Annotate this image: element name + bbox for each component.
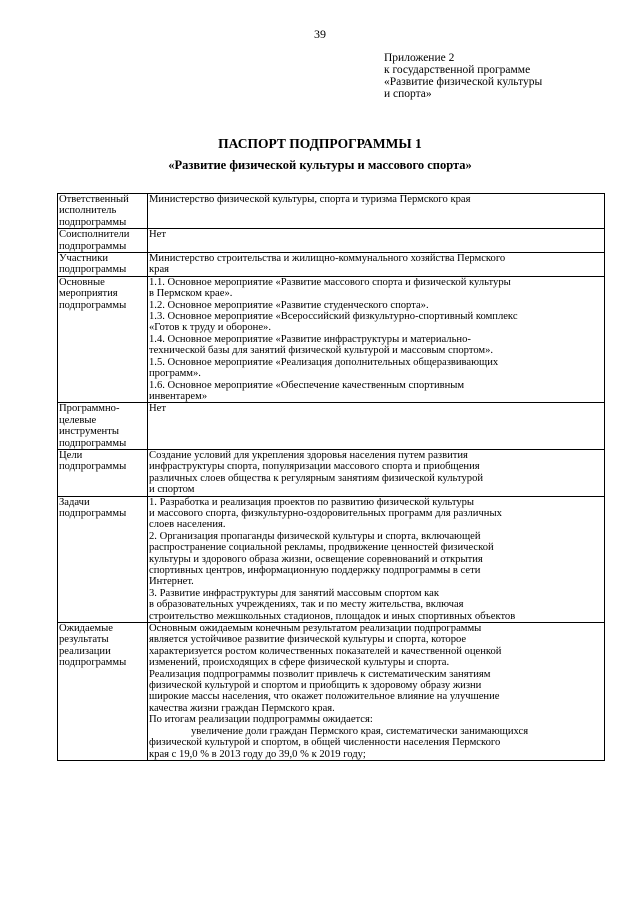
content-line: характеризуется ростом количественных показателей и качественной оценкой xyxy=(149,645,502,657)
content-line: различных слоев общества к регулярным занятиям физической культурой xyxy=(149,472,484,484)
document-title: ПАСПОРТ ПОДПРОГРАММЫ 1 xyxy=(218,136,422,151)
label-line: подпрограммы xyxy=(59,264,127,276)
content-line: 1.5. Основное мероприятие «Реализация дополнительных общеразвивающих xyxy=(149,356,499,368)
table-row xyxy=(58,276,605,402)
content-line: Основным ожидаемым конечным результатом реализации подпрограммы xyxy=(149,623,482,635)
content-line: культуры и здорового образа жизни, освещение соревнований и открытия xyxy=(149,553,483,565)
content-line: программ». xyxy=(149,368,201,380)
appendix-line: к государственной программе xyxy=(384,64,531,76)
table-row xyxy=(58,229,605,253)
content-line: «Готов к труду и обороне». xyxy=(149,322,271,334)
content-line: По итогам реализации подпрограммы ожидается: xyxy=(149,714,373,726)
content-line: слоев населения. xyxy=(149,519,226,531)
page-number: 39 xyxy=(314,27,326,41)
row-label xyxy=(58,449,148,496)
label-line: Задачи xyxy=(59,496,90,508)
content-line: 1.6. Основное мероприятие «Обеспечение качественным спортивным xyxy=(149,379,465,391)
label-line: подпрограммы xyxy=(59,299,127,311)
content-line: спортивных центров, информационную поддержку подпрограммы в сети xyxy=(149,565,481,576)
label-line: Программно- xyxy=(59,403,120,415)
appendix-line: и спорта» xyxy=(384,88,432,100)
label-line: подпрограммы xyxy=(59,240,127,252)
row-content xyxy=(148,403,605,450)
content-line: в Пермском крае». xyxy=(149,288,233,300)
content-line: Создание условий для укрепления здоровья населения путем развития xyxy=(149,449,468,461)
row-label xyxy=(58,229,148,253)
appendix-note xyxy=(384,52,542,100)
row-label xyxy=(58,194,148,229)
table-row xyxy=(58,194,605,229)
content-line: Нет xyxy=(149,229,166,241)
content-line: инвентарем» xyxy=(149,390,208,402)
label-line: подпрограммы xyxy=(59,657,127,669)
label-line: мероприятия xyxy=(59,288,118,300)
content-line: 1.1. Основное мероприятие «Развитие массового спорта и физической культуры xyxy=(149,276,511,288)
content-line: технической базы для занятий физической культурой и массовым спортом». xyxy=(149,345,494,357)
content-line: распространение социальной рекламы, продвижение ценностей физической xyxy=(149,542,494,554)
label-line: целевые xyxy=(59,414,97,426)
table-row xyxy=(58,623,605,761)
appendix-line: Приложение 2 xyxy=(384,52,455,64)
content-line: Министерство строительства и жилищно-коммунального хозяйства Пермского xyxy=(149,253,506,265)
content-line: Министерство физической культуры, спорта и туризма Пермского края xyxy=(149,194,471,205)
content-line: строительство межшкольных стадионов, площадок и иных спортивных объектов xyxy=(149,610,516,622)
content-line: физической культурой и спортом и приобщить к здоровому образу жизни xyxy=(149,680,482,692)
content-line: широкие массы населения, что окажет положительное влияние на улучшение xyxy=(149,691,500,703)
label-line: подпрограммы xyxy=(59,216,127,228)
content-line: 2. Организация пропаганды физической культуры и спорта, включающей xyxy=(149,530,481,542)
table-row xyxy=(58,496,605,622)
label-line: Цели xyxy=(59,449,83,461)
appendix-line: «Развитие физической культуры xyxy=(384,76,543,88)
row-label xyxy=(58,253,148,277)
row-content xyxy=(148,276,605,402)
content-line: в образовательных учреждениях, так и по месту жительства, включая xyxy=(149,599,464,611)
document-subtitle: «Развитие физической культуры и массового спорта» xyxy=(168,158,472,172)
row-content xyxy=(148,623,605,761)
content-line: Интернет. xyxy=(149,576,194,588)
content-line: качества жизни граждан Пермского края. xyxy=(149,702,335,714)
content-line: и массового спорта, физкультурно-оздоровительных программ для различных xyxy=(149,507,502,519)
label-line: подпрограммы xyxy=(59,461,127,473)
content-line: 3. Развитие инфраструктуры для занятий массовым спортом как xyxy=(149,587,440,599)
label-line: результаты xyxy=(59,634,109,646)
content-line: физической культурой и спортом, в общей численности населения Пермского xyxy=(149,737,501,749)
content-line: 1.2. Основное мероприятие «Развитие студенческого спорта». xyxy=(149,299,429,311)
content-line: инфраструктуры спорта, популяризации массового спорта и приобщения xyxy=(149,461,480,473)
row-content xyxy=(148,496,605,622)
content-line: 1. Разработка и реализация проектов по развитию физической культуры xyxy=(149,496,475,508)
content-line: 1.4. Основное мероприятие «Развитие инфраструктуры и материально- xyxy=(149,333,471,345)
content-line: Нет xyxy=(149,403,166,415)
row-content xyxy=(148,253,605,277)
row-content xyxy=(148,449,605,496)
row-label xyxy=(58,276,148,402)
row-content xyxy=(148,229,605,253)
row-content xyxy=(148,194,605,229)
content-line: изменений, происходящих в сфере физической культуры и спорта. xyxy=(149,657,450,669)
label-line: Ответственный xyxy=(59,194,129,205)
content-line: края с 19,0 % в 2013 году до 39,0 % к 2019 году; xyxy=(149,748,366,760)
content-line: края xyxy=(149,264,170,276)
row-label xyxy=(58,403,148,450)
label-line: реализации xyxy=(59,645,111,657)
content-line: и спортом xyxy=(149,484,195,496)
row-label xyxy=(58,496,148,622)
table-row xyxy=(58,403,605,450)
content-line: увеличение доли граждан Пермского края, систематически занимающихся xyxy=(191,725,529,737)
content-line: 1.3. Основное мероприятие «Всероссийский физкультурно-спортивный комплекс xyxy=(149,311,518,323)
content-line: Реализация подпрограммы позволит привлечь к систематическим занятиям xyxy=(149,668,491,680)
row-label xyxy=(58,623,148,761)
label-line: Участники xyxy=(59,253,109,265)
table-row xyxy=(58,449,605,496)
label-line: инструменты xyxy=(59,426,119,438)
label-line: Соисполнители xyxy=(59,229,130,241)
label-line: исполнитель xyxy=(59,205,117,217)
passport-table xyxy=(57,193,605,761)
label-line: подпрограммы xyxy=(59,507,127,519)
label-line: подпрограммы xyxy=(59,437,127,449)
table-row xyxy=(58,253,605,277)
content-line: является устойчивое развитие физической культуры и спорта, которое xyxy=(149,634,467,646)
label-line: Основные xyxy=(59,276,105,288)
label-line: Ожидаемые xyxy=(59,623,113,635)
